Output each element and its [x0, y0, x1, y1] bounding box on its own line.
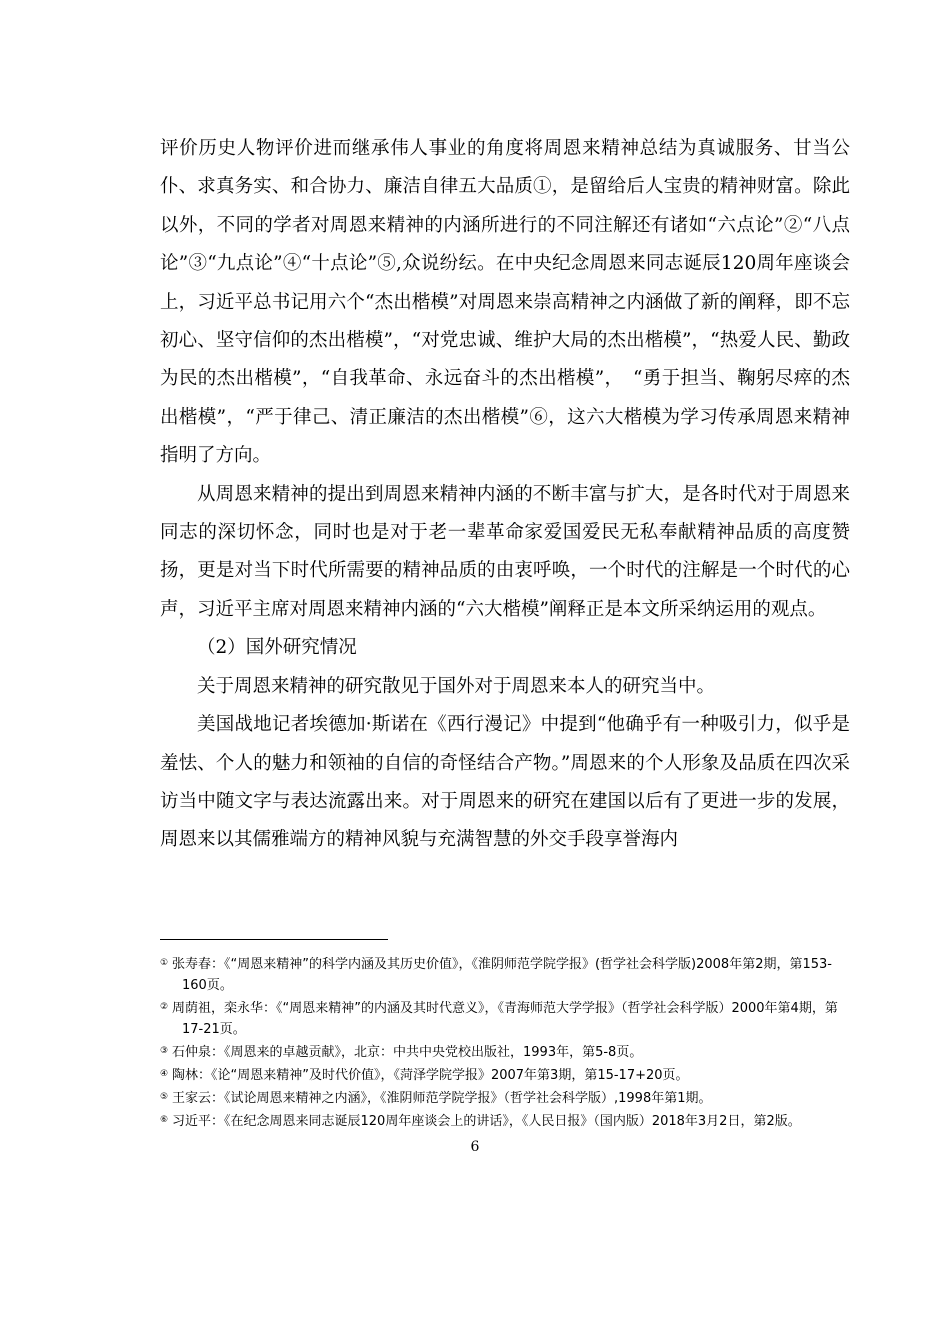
footnote-text: 陶林：《论“周恩来精神”及时代价值》，《菏泽学院学报》2007年第3期，第15-17+20页。	[172, 1068, 689, 1083]
footnote-separator	[160, 939, 388, 940]
footnotes	[160, 953, 855, 1133]
footnote	[160, 1041, 855, 1063]
footnote-text: 张寿春：《“周恩来精神”的科学内涵及其历史价值》，《淮阴师范学院学报》(哲学社会科学版)2008年第2期，第153-160页。	[172, 957, 832, 993]
footnote-marker: ④	[160, 1069, 169, 1079]
footnote-marker: ⑤	[160, 1092, 169, 1102]
footnote-text: 习近平：《在纪念周恩来同志诞辰120周年座谈会上的讲话》，《人民日报》（国内版）2018年3月2日，第2版。	[172, 1114, 801, 1129]
footnote-text: 周荫祖，栾永华：《“周恩来精神”的内涵及其时代意义》，《青海师范大学学报》（哲学社会科学版）2000年第4期，第17-21页。	[172, 1001, 838, 1037]
footnote-marker: ⑥	[160, 1115, 169, 1125]
footnote	[160, 1087, 855, 1109]
page-number: 6	[470, 1139, 480, 1155]
footnote	[160, 953, 855, 996]
footnote-text: 王家云：《试论周恩来精神之内涵》，《淮阴师范学院学报》（哲学社会科学版）,1998年第1期。	[172, 1091, 712, 1106]
paragraph-five-qualities: 评价历史人物评价进而继承伟人事业的角度将周恩来精神总结为真诚服务、甘当公仆、求真务实、和合协力、廉洁自律五大品质①，是留给后人宝贵的精神财富。除此以外，不同的学者对周恩来精神的内涵所进行的不同注解还有诸如“六点论”②“八点论”③“九点论”④“十点论”⑤,众说纷纭。在中央纪念周恩来同志诞辰120周年座谈会上，习近平总书记用六个“杰出楷模”对周恩来崇高精神之内涵做了新的阐释，即不忘初心、坚守信仰的杰出楷模”，“对党忠诚、维护大局的杰出楷模”，“热爱人民、勤政为民的杰出楷模”，“自我革命、永远奋斗的杰出楷模”， “勇于担当、鞠躬尽瘁的杰出楷模”，“严于律己、清正廉洁的杰出楷模”⑥，这六大楷模为学习传承周恩来精神指明了方向。	[160, 138, 850, 467]
body-text	[160, 130, 850, 860]
paragraph-era-significance: 从周恩来精神的提出到周恩来精神内涵的不断丰富与扩大，是各时代对于周恩来同志的深切怀念，同时也是对于老一辈革命家爱国爱民无私奉献精神品质的高度赞扬，更是对当下时代所需要的精神品质的由衷呼唤，一个时代的注解是一个时代的心声，习近平主席对周恩来精神内涵的“六大楷模”阐释正是本文所采纳运用的观点。	[160, 483, 850, 620]
footnote	[160, 1110, 855, 1132]
footnote-marker: ①	[160, 958, 169, 968]
footnote	[160, 997, 855, 1040]
footnote	[160, 1064, 855, 1086]
paragraph-edgar-snow: 美国战地记者埃德加·斯诺在《西行漫记》中提到“他确乎有一种吸引力，似乎是羞怯、个人的魅力和领袖的自信的奇怪结合产物。”周恩来的个人形象及品质在四次采访当中随文字与表达流露出来。对于周恩来的研究在建国以后有了更进一步的发展，周恩来以其儒雅端方的精神风貌与充满智慧的外交手段享誉海内	[160, 714, 850, 851]
footnote-text: 石仲泉：《周恩来的卓越贡献》，北京：中共中央党校出版社，1993年，第5-8页。	[172, 1045, 643, 1060]
section-heading-foreign-research: （2）国外研究情况	[197, 637, 357, 659]
paragraph-foreign-research-intro: 关于周恩来精神的研究散见于国外对于周恩来本人的研究当中。	[197, 675, 716, 697]
footnote-marker: ③	[160, 1046, 169, 1056]
footnote-marker: ②	[160, 1002, 169, 1012]
